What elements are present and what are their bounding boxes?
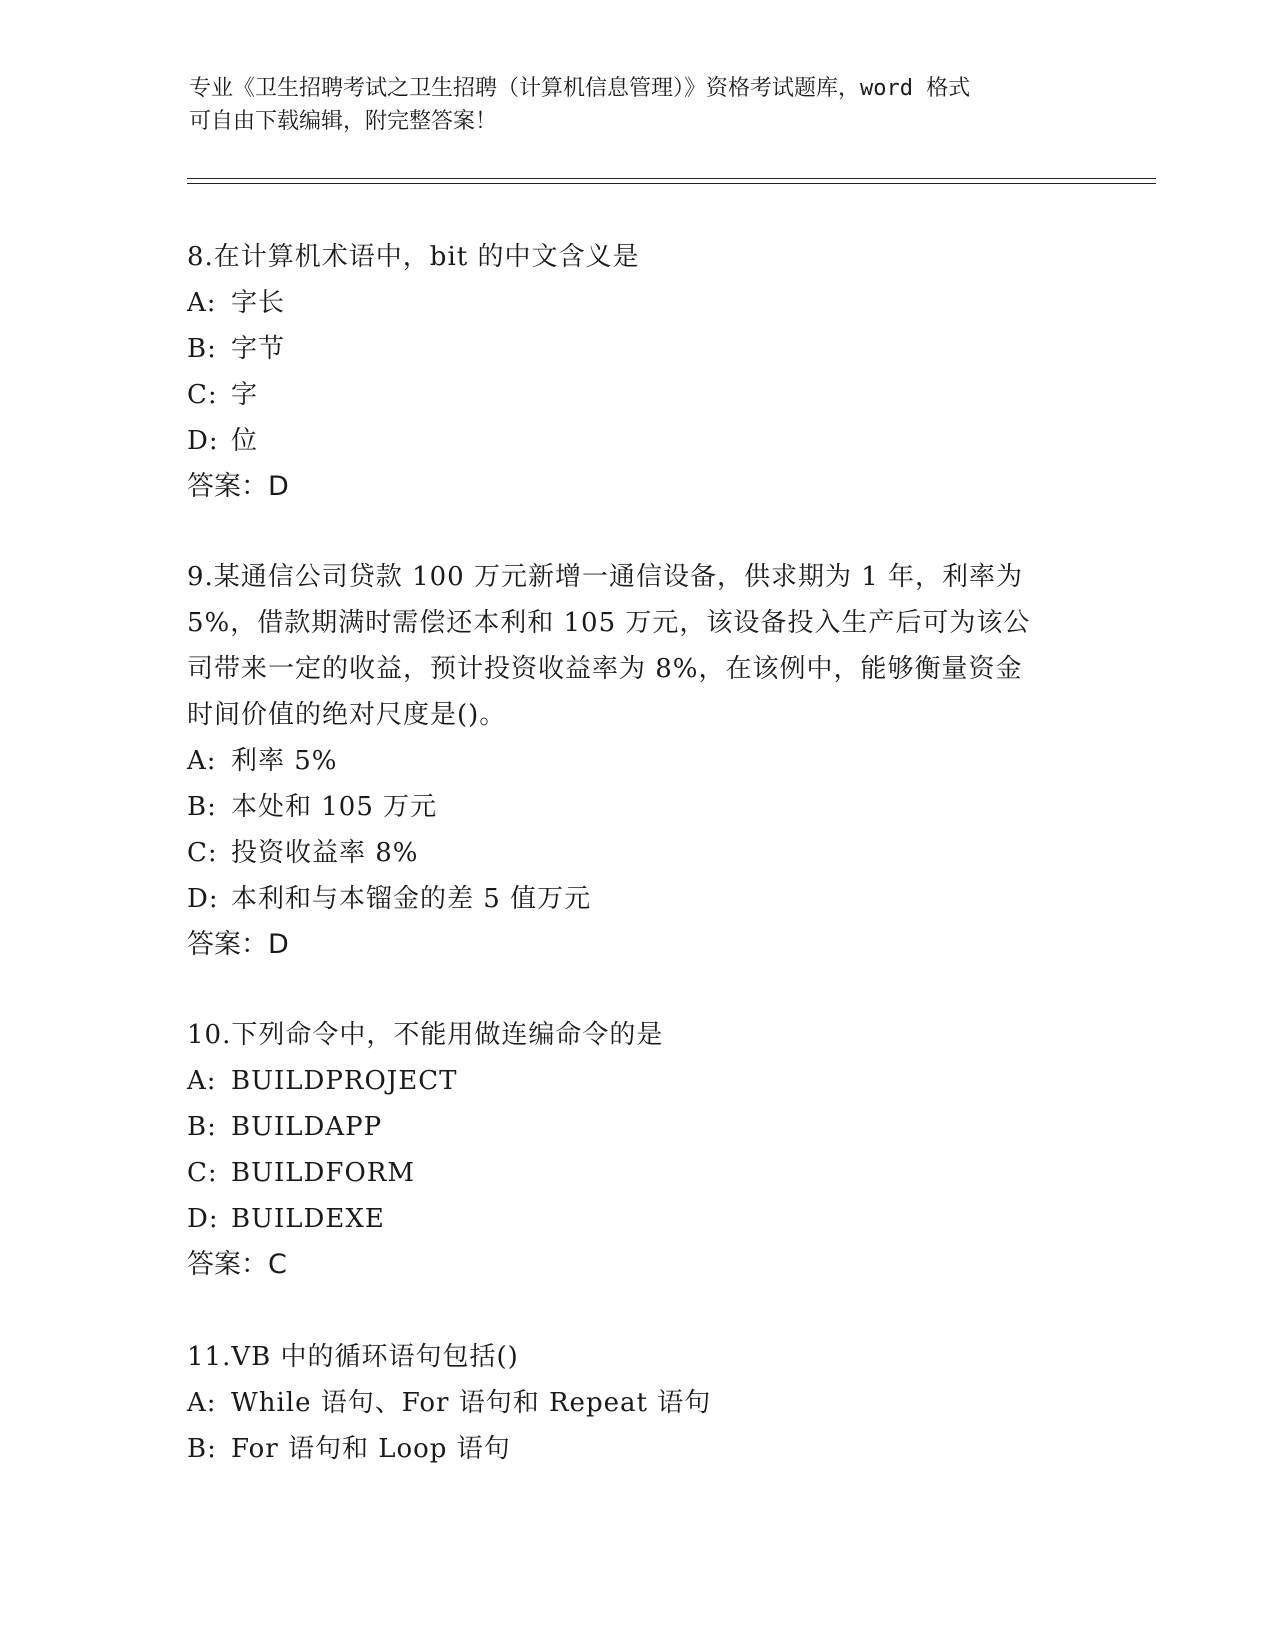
option-a [187, 738, 1087, 784]
question-stem-line-1: 9.某通信公司贷款 100 万元新增一通信设备，供求期为 1 年，利率为 [187, 562, 1024, 592]
document-header [189, 72, 1089, 138]
question-11 [187, 1334, 1087, 1472]
option-text: 字节 [231, 334, 286, 364]
option-d [187, 418, 1087, 464]
option-text: 本利和与本镏金的差 5 值万元 [231, 884, 592, 914]
question-9 [187, 554, 1087, 968]
option-b [187, 1104, 1087, 1150]
option-letter: C: [187, 380, 218, 410]
option-c [187, 830, 1087, 876]
question-stem-line-3: 司带来一定的收益，预计投资收益率为 8%，在该例中，能够衡量资金 [187, 654, 1023, 684]
option-letter: A: [187, 1388, 217, 1418]
option-letter: C: [187, 1158, 218, 1188]
option-text: 字 [231, 380, 259, 410]
option-d [187, 1196, 1087, 1242]
option-b [187, 1426, 1087, 1472]
option-a [187, 1380, 1087, 1426]
option-d [187, 876, 1087, 922]
header-divider-bottom [187, 183, 1156, 184]
question-stem-line-4: 时间价值的绝对尺度是()。 [187, 700, 507, 730]
option-text: For 语句和 Loop 语句 [231, 1434, 511, 1464]
option-letter: D: [187, 426, 219, 456]
option-b [187, 326, 1087, 372]
question-10 [187, 1012, 1087, 1288]
option-letter: A: [187, 1066, 217, 1096]
option-text: 投资收益率 8% [231, 838, 419, 868]
answer-label: 答案：D [187, 929, 289, 960]
option-c [187, 372, 1087, 418]
header-line-1: 专业《卫生招聘考试之卫生招聘（计算机信息管理）》资格考试题库，word 格式 [189, 76, 971, 101]
option-text: While 语句、For 语句和 Repeat 语句 [231, 1388, 712, 1418]
answer-label: 答案：C [187, 1249, 287, 1280]
option-text: 本处和 105 万元 [231, 792, 438, 822]
question-8 [187, 234, 1087, 510]
option-b [187, 784, 1087, 830]
option-letter: B: [187, 1434, 217, 1464]
option-text: BUILDFORM [231, 1158, 415, 1188]
option-text: 位 [231, 426, 259, 456]
question-stem: 8.在计算机术语中，bit 的中文含义是 [187, 242, 640, 272]
option-text: BUILDEXE [231, 1204, 385, 1234]
question-stem: 10.下列命令中，不能用做连编命令的是 [187, 1020, 664, 1050]
option-letter: D: [187, 1204, 219, 1234]
header-line-2: 可自由下载编辑，附完整答案！ [189, 109, 498, 134]
option-a [187, 1058, 1087, 1104]
option-a [187, 280, 1087, 326]
option-letter: D: [187, 884, 219, 914]
header-divider-top [187, 178, 1156, 179]
option-letter: C: [187, 838, 218, 868]
option-letter: B: [187, 792, 217, 822]
answer-label: 答案：D [187, 471, 289, 502]
option-text: 字长 [231, 288, 286, 318]
question-stem-line-2: 5%，借款期满时需偿还本利和 105 万元，该设备投入生产后可为该公 [187, 608, 1031, 638]
option-letter: B: [187, 334, 217, 364]
option-text: BUILDPROJECT [231, 1066, 458, 1096]
option-text: 利率 5% [231, 746, 338, 776]
option-c [187, 1150, 1087, 1196]
option-letter: B: [187, 1112, 217, 1142]
option-letter: A: [187, 288, 217, 318]
question-stem: 11.VB 中的循环语句包括() [187, 1342, 519, 1372]
option-letter: A: [187, 746, 217, 776]
option-text: BUILDAPP [231, 1112, 383, 1142]
